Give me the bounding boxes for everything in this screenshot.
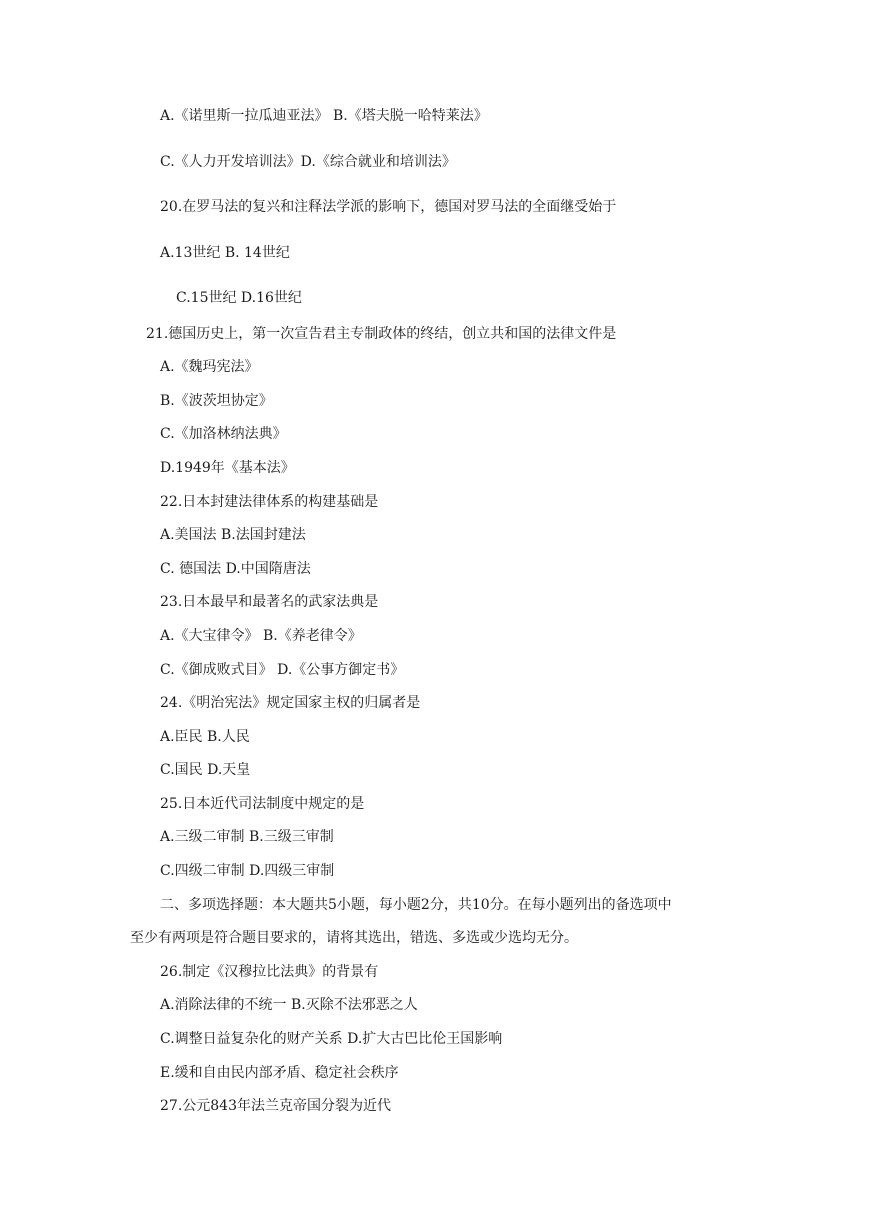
option-line: C.调整日益复杂化的财产关系 D.扩大古巴比伦王国影响 <box>160 1031 503 1047</box>
option-line: A.三级二审制 B.三级三审制 <box>160 829 334 845</box>
option-line: C.四级二审制 D.四级三审制 <box>160 863 335 879</box>
option-line: A.《大宝律令》 B.《养老律令》 <box>160 628 362 644</box>
option-line: A.美国法 B.法国封建法 <box>160 527 306 543</box>
option-line: C.《加洛林纳法典》 <box>160 426 287 442</box>
option-line: D.1949年《基本法》 <box>160 460 295 476</box>
question-line: 23.日本最早和最著名的武家法典是 <box>160 594 379 610</box>
option-line: A.13世纪 B. 14世纪 <box>160 245 290 261</box>
option-line: C. 德国法 D.中国隋唐法 <box>160 561 311 577</box>
option-line: E.缓和自由民内部矛盾、稳定社会秩序 <box>160 1065 399 1081</box>
question-line: 24.《明治宪法》规定国家主权的归属者是 <box>160 695 421 711</box>
option-line: C.《人力开发培训法》D.《综合就业和培训法》 <box>160 154 456 170</box>
option-line: C.15世纪 D.16世纪 <box>176 290 302 306</box>
option-line: A.消除法律的不统一 B.灭除不法邪恶之人 <box>160 997 418 1013</box>
section-heading: 至少有两项是符合题目要求的，请将其选出，错选、多选或少选均无分。 <box>130 930 578 946</box>
option-line: C.《御成败式目》 D.《公事方御定书》 <box>160 662 405 678</box>
question-line: 21.德国历史上，第一次宣告君主专制政体的终结，创立共和国的法律文件是 <box>146 326 617 342</box>
section-heading: 二、多项选择题：本大题共5小题，每小题2分，共10分。在每小题列出的备选项中 <box>160 897 672 913</box>
question-line: 26.制定《汉穆拉比法典》的背景有 <box>160 964 379 980</box>
question-line: 27.公元843年法兰克帝国分裂为近代 <box>160 1098 391 1114</box>
question-line: 20.在罗马法的复兴和注释法学派的影响下，德国对罗马法的全面继受始于 <box>160 199 617 215</box>
option-line: A.《诺里斯一拉瓜迪亚法》 B.《塔夫脱一哈特莱法》 <box>160 108 488 124</box>
option-line: C.国民 D.天皇 <box>160 762 251 778</box>
option-line: B.《波茨坦协定》 <box>160 393 273 409</box>
option-line: A.臣民 B.人民 <box>160 729 250 745</box>
question-line: 25.日本近代司法制度中规定的是 <box>160 796 365 812</box>
question-line: 22.日本封建法律体系的构建基础是 <box>160 494 379 510</box>
option-line: A.《魏玛宪法》 <box>160 359 259 375</box>
